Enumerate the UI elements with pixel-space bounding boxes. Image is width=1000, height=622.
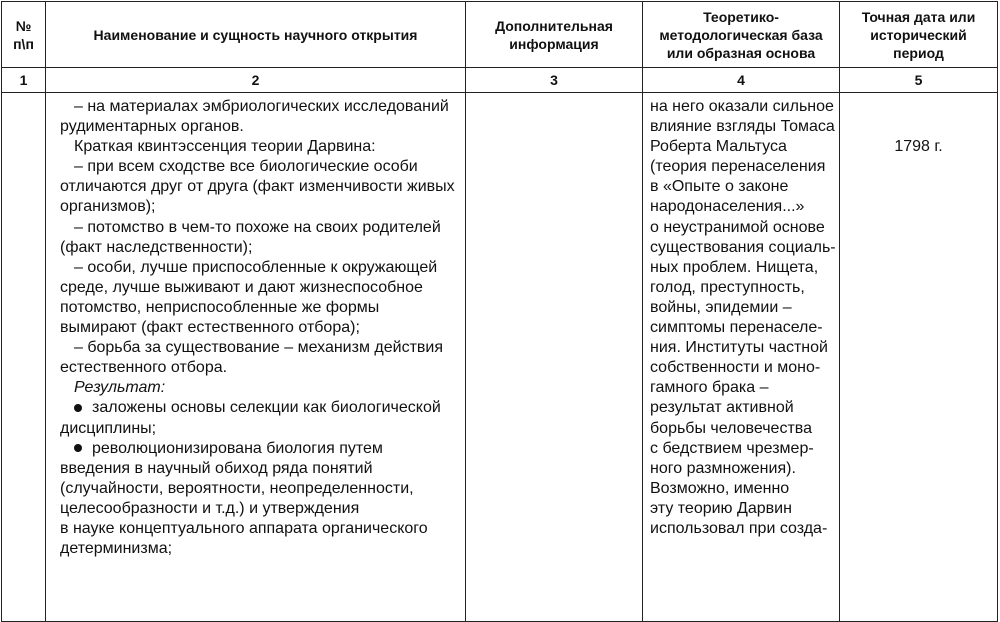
basis-line: гамного брака – — [650, 379, 769, 397]
header-date-line-2: исторический — [870, 26, 967, 43]
basis-line: Роберта Мальтуса — [650, 138, 787, 156]
description-line — [60, 519, 459, 539]
discoveries-table — [1, 1, 998, 622]
description-line — [60, 157, 459, 177]
header-number — [2, 2, 46, 68]
col-number-5: 5 — [840, 68, 998, 93]
description-line — [60, 439, 459, 459]
description-line-text: дисциплины; — [60, 419, 157, 437]
header-additional-info-line-2: информация — [509, 35, 599, 52]
basis-line: существования социаль- — [650, 238, 836, 256]
basis-line: ния. Институты частной — [650, 339, 828, 357]
description-line — [60, 137, 459, 157]
basis-line: ного размножения). — [650, 459, 796, 477]
basis-line: в «Опыте о законе — [650, 178, 789, 196]
description-line-text: Краткая квинтэссенция теории Дарвина: — [74, 138, 376, 156]
basis-line: эту теорию Дарвин — [650, 499, 792, 517]
description-line — [60, 278, 459, 298]
description-line — [60, 177, 459, 197]
description-line — [60, 318, 459, 338]
description-line — [60, 338, 459, 358]
description-line-text: введения в научный обиход ряда понятий — [60, 459, 373, 477]
description-line — [60, 459, 459, 479]
header-number-line-2: п\п — [13, 35, 34, 52]
header-name: Наименование и сущность научного открытия — [46, 2, 466, 68]
description-line — [60, 358, 459, 378]
header-theoretical-basis-line-2: методологическая база — [659, 26, 823, 43]
basis-line: на него оказали сильное — [650, 98, 834, 115]
description-line — [60, 539, 459, 559]
description-line-text: – потомство в чем-то похоже на своих родителей — [74, 218, 441, 236]
description-line-text: отличаются друг от друга (факт изменчивости живых — [60, 178, 455, 196]
description-line-text: революционизирована биология путем — [92, 439, 383, 457]
basis-line: народонаселения...» — [650, 198, 805, 216]
header-row — [2, 2, 998, 68]
basis-line: симптомы перенаселе- — [650, 319, 823, 337]
description-line — [60, 419, 459, 439]
description-line — [60, 398, 459, 418]
description-line-text: в науке концептуального аппарата органического — [60, 519, 428, 537]
col-number-2: 2 — [46, 68, 466, 93]
basis-line: Возможно, именно — [650, 479, 790, 497]
description-line-text: детерминизма; — [60, 540, 173, 558]
description-line-text: естественного отбора. — [60, 359, 228, 377]
basis-line: о неустранимой основе — [650, 218, 825, 236]
header-date — [840, 2, 998, 68]
bullet-icon — [74, 404, 82, 412]
cell-number — [2, 93, 46, 622]
basis-line: ных проблем. Нищета, — [650, 258, 819, 276]
header-additional-info — [466, 2, 643, 68]
description-line-text: – на материалах эмбриологических исследований — [74, 98, 449, 115]
col-number-3: 3 — [466, 68, 643, 93]
basis-line: (теория перенаселения — [650, 158, 826, 176]
description-line — [60, 238, 459, 258]
description-line-text: заложены основы селекции как биологической — [92, 399, 441, 417]
basis-line: результат активной — [650, 399, 794, 417]
description-line — [60, 298, 459, 318]
header-theoretical-basis-line-1: Теоретико- — [703, 8, 779, 25]
basis-line: борьбы человечества — [650, 419, 812, 437]
header-additional-info-line-1: Дополнительная — [495, 17, 613, 34]
description-line-text: рудиментарных органов. — [60, 118, 244, 136]
basis-line: использовал при созда- — [650, 519, 828, 537]
basis-line: голод, преступность, — [650, 278, 805, 296]
col-number-1: 1 — [2, 68, 46, 93]
header-theoretical-basis-line-3: или образная основа — [666, 44, 816, 61]
content-row — [2, 93, 998, 622]
basis-line: войны, эпидемии – — [650, 298, 792, 316]
description-line-text: вымирают (факт естественного отбора); — [60, 319, 360, 337]
description-line-text: – при всем сходстве все биологические особи — [74, 158, 418, 176]
description-line-text: (случайности, вероятности, неопределенности, — [60, 479, 414, 497]
description-line — [60, 258, 459, 278]
basis-line: влияние взгляды Томаса — [650, 118, 835, 136]
description-line — [60, 499, 459, 519]
description-line-text: Результат: — [74, 379, 166, 397]
cell-discovery-description — [46, 93, 466, 622]
description-line — [60, 479, 459, 499]
basis-line: собственности и моно- — [650, 359, 821, 377]
header-date-line-3: период — [893, 44, 944, 61]
header-number-line-1: № — [15, 17, 32, 34]
description-line — [60, 218, 459, 238]
cell-theoretical-basis — [643, 93, 840, 622]
description-line-text: потомство, неприспособленные же формы — [60, 298, 380, 316]
description-line — [60, 197, 459, 217]
col-number-4: 4 — [643, 68, 840, 93]
header-theoretical-basis — [643, 2, 840, 68]
description-line-text: организмов); — [60, 198, 156, 216]
header-date-line-1: Точная дата или — [861, 8, 976, 25]
description-line — [60, 378, 459, 398]
description-line-text: среде, лучше выживают и дают жизнеспособное — [60, 278, 423, 296]
cell-date: 1798 г. — [840, 93, 998, 622]
description-line — [60, 117, 459, 137]
basis-line: с бедствием чрезмер- — [650, 439, 814, 457]
column-number-row — [2, 68, 998, 93]
description-line — [60, 97, 459, 117]
description-line-text: – борьба за существование – механизм действия — [74, 339, 443, 357]
bullet-icon — [74, 444, 82, 452]
description-line-text: (факт наследственности); — [60, 238, 253, 256]
description-line-text: целесообразности и т.д.) и утверждения — [60, 499, 360, 517]
cell-additional-info — [466, 93, 643, 622]
description-line-text: – особи, лучше приспособленные к окружающей — [74, 258, 438, 276]
